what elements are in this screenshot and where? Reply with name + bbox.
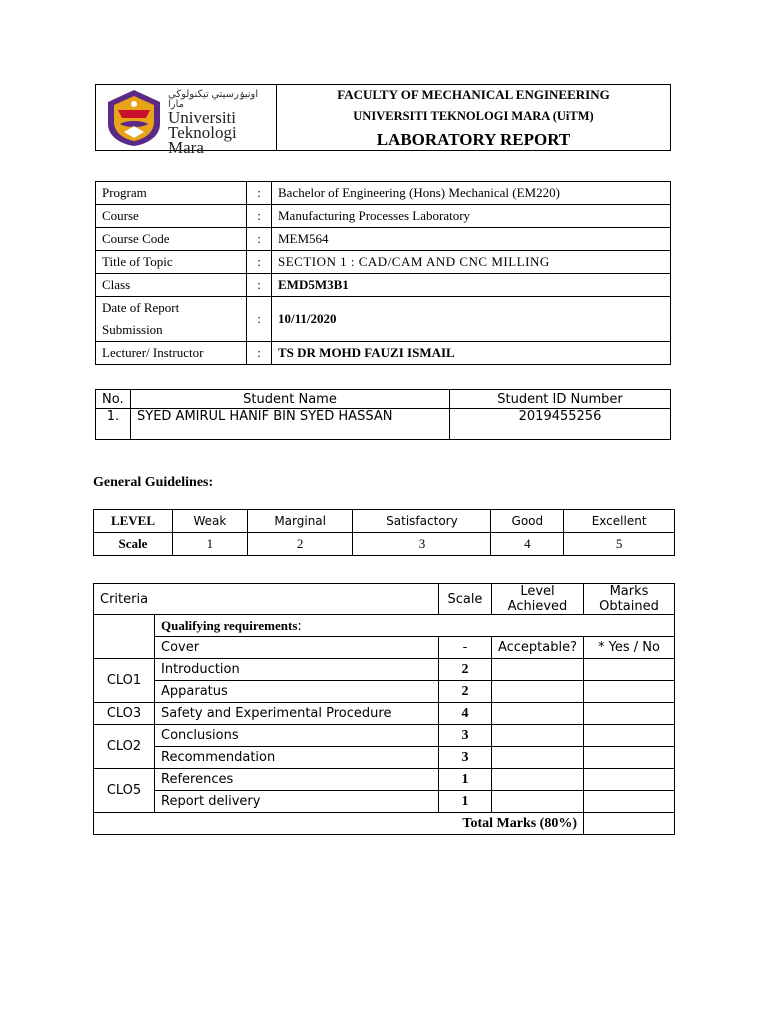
logo-line-1: Universiti (168, 108, 236, 127)
info-row-program (96, 182, 671, 205)
university-title: UNIVERSITI TEKNOLOGI MARA (UiTM) (353, 109, 594, 123)
criteria-scale: 1 (438, 791, 491, 813)
faculty-title: FACULTY OF MECHANICAL ENGINEERING (337, 87, 610, 102)
scale-row (94, 533, 675, 556)
report-title: LABORATORY REPORT (376, 130, 571, 149)
criteria-label: Report delivery (155, 791, 439, 813)
info-row-course (96, 205, 671, 228)
level-label: LEVEL (94, 510, 173, 533)
level-achieved-cell (491, 681, 583, 703)
student-id: 2019455256 (450, 409, 671, 440)
criteria-row (94, 703, 675, 725)
info-row-lecturer (96, 342, 671, 365)
clo-label: CLO3 (94, 703, 155, 725)
info-row-submission-date (96, 297, 671, 342)
marks-obtained-cell (584, 747, 675, 769)
total-marks-value (584, 813, 675, 835)
logo-line-3: Mara (168, 138, 204, 157)
qualifying-row (94, 615, 675, 637)
criteria-table (93, 583, 675, 835)
level-achieved-cell (491, 659, 583, 681)
qualifying-suffix: : (297, 618, 302, 634)
criteria-scale: 4 (438, 703, 491, 725)
submission-date-value: 10/11/2020 (272, 297, 671, 342)
criteria-scale: 3 (438, 747, 491, 769)
student-row (96, 409, 671, 440)
marks-obtained-cell (584, 769, 675, 791)
student-name: SYED AMIRUL HANIF BIN SYED HASSAN (131, 409, 450, 440)
info-row-topic (96, 251, 671, 274)
program-value: Bachelor of Engineering (Hons) Mechanical (EM220) (272, 182, 671, 205)
class-label: Class (96, 274, 247, 297)
marks-obtained-cell (584, 659, 675, 681)
criteria-row (94, 747, 675, 769)
course-value: Manufacturing Processes Laboratory (272, 205, 671, 228)
level-satisfactory: Satisfactory (353, 510, 491, 533)
level-good: Good (491, 510, 564, 533)
info-table (95, 181, 671, 365)
total-row (94, 813, 675, 835)
qualifying-label: Qualifying requirements (161, 617, 298, 633)
criteria-row (94, 659, 675, 681)
level-achieved-cell (491, 703, 583, 725)
criteria-label: Apparatus (155, 681, 439, 703)
empty-cell (94, 615, 155, 659)
marks-obtained-cell (584, 791, 675, 813)
criteria-row (94, 791, 675, 813)
report-header (95, 84, 671, 157)
logo-cell (96, 85, 277, 157)
criteria-label: Safety and Experimental Procedure (155, 703, 439, 725)
uitm-logo-icon (104, 88, 164, 148)
colon: : (247, 228, 272, 251)
course-label: Course (96, 205, 247, 228)
course-code-label: Course Code (96, 228, 247, 251)
clo-label: CLO1 (94, 659, 155, 703)
scale-2: 2 (247, 533, 353, 556)
class-value: EMD5M3B1 (272, 274, 671, 297)
general-guidelines-title: General Guidelines: (93, 475, 214, 490)
info-row-course-code (96, 228, 671, 251)
course-code-value: MEM564 (272, 228, 671, 251)
student-name-header: Student Name (131, 390, 450, 409)
marks-obtained-cell (584, 703, 675, 725)
scale-3: 3 (353, 533, 491, 556)
level-excellent: Excellent (564, 510, 675, 533)
cover-level: Acceptable? (491, 637, 583, 659)
student-id-header: Student ID Number (450, 390, 671, 409)
scale-label: Scale (94, 533, 173, 556)
marks-obtained-header: Marks Obtained (584, 584, 675, 615)
colon: : (247, 182, 272, 205)
colon: : (247, 297, 272, 342)
topic-value: SECTION 1 : CAD/CAM AND CNC MILLING (272, 251, 671, 274)
topic-label: Title of Topic (96, 251, 247, 274)
marks-obtained-cell (584, 725, 675, 747)
cover-row (94, 637, 675, 659)
criteria-row (94, 681, 675, 703)
criteria-label: Conclusions (155, 725, 439, 747)
no-header: No. (96, 390, 131, 409)
cover-scale: - (438, 637, 491, 659)
level-achieved-cell (491, 747, 583, 769)
criteria-header: Criteria (94, 584, 439, 615)
student-table (95, 389, 671, 440)
level-scale-table (93, 509, 675, 556)
scale-header: Scale (438, 584, 491, 615)
colon: : (247, 205, 272, 228)
level-achieved-cell (491, 791, 583, 813)
cover-marks: * Yes / No (584, 637, 675, 659)
criteria-header-row (94, 584, 675, 615)
criteria-label: Introduction (155, 659, 439, 681)
level-achieved-cell (491, 769, 583, 791)
criteria-scale: 2 (438, 659, 491, 681)
student-no: 1. (96, 409, 131, 440)
colon: : (247, 342, 272, 365)
level-achieved-cell (491, 725, 583, 747)
criteria-scale: 3 (438, 725, 491, 747)
student-header-row (96, 390, 671, 409)
header-titles (277, 85, 671, 151)
lecturer-value: TS DR MOHD FAUZI ISMAIL (272, 342, 671, 365)
criteria-label: References (155, 769, 439, 791)
qualifying-cell (155, 615, 675, 637)
scale-1: 1 (173, 533, 248, 556)
criteria-row (94, 769, 675, 791)
clo-label: CLO5 (94, 769, 155, 813)
criteria-scale: 2 (438, 681, 491, 703)
scale-4: 4 (491, 533, 564, 556)
colon: : (247, 274, 272, 297)
level-marginal: Marginal (247, 510, 353, 533)
level-weak: Weak (173, 510, 248, 533)
scale-5: 5 (564, 533, 675, 556)
program-label: Program (96, 182, 247, 205)
cover-label: Cover (155, 637, 439, 659)
clo-label: CLO2 (94, 725, 155, 769)
criteria-scale: 1 (438, 769, 491, 791)
total-marks-label: Total Marks (80%) (94, 813, 584, 835)
criteria-label: Recommendation (155, 747, 439, 769)
marks-obtained-cell (584, 681, 675, 703)
lecturer-label: Lecturer/ Instructor (96, 342, 247, 365)
criteria-row (94, 725, 675, 747)
colon: : (247, 251, 272, 274)
info-row-class (96, 274, 671, 297)
level-row (94, 510, 675, 533)
submission-date-label: Date of Report Submission (96, 297, 247, 342)
logo-jawi-text: اونيۏرسيتي تيكنولوڬي مارا (168, 89, 259, 110)
level-achieved-header: Level Achieved (491, 584, 583, 615)
logo-line-2: Teknologi (168, 123, 237, 142)
